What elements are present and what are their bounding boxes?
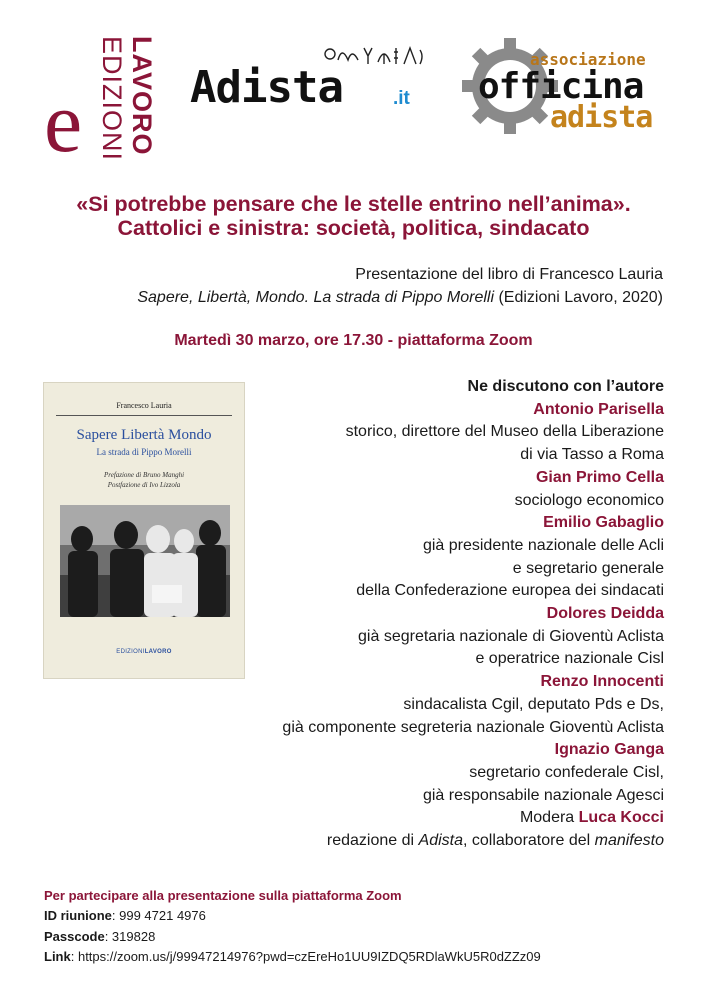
- publisher-note: (Edizioni Lavoro, 2020): [494, 289, 663, 306]
- speaker-name: Dolores Deidda: [546, 605, 664, 623]
- moderator-label: Modera: [519, 809, 579, 827]
- cover-publisher-a: EDIZIONI: [116, 649, 145, 655]
- edizioni-lavoro-line1: EDIZIONI: [97, 36, 127, 162]
- event-datetime: Martedì 30 marzo, ore 17.30 - piattaforma Zoom: [174, 332, 533, 349]
- book-reference: [137, 289, 663, 307]
- speaker-role: già segretaria nazionale di Gioventù Aclista: [358, 627, 664, 645]
- moderator-role-a: redazione di: [326, 832, 419, 850]
- zoom-passcode: [44, 927, 541, 947]
- cover-postface: Postfazione di Ivo Lizzola: [107, 481, 181, 489]
- cover-photo: [60, 505, 230, 617]
- moderator-line: [224, 807, 664, 830]
- speaker-role: sindacalista Cgil, deputato Pds e Ds,: [403, 695, 664, 713]
- officina-adista-logo: [460, 36, 670, 136]
- cover-publisher-b: LAVORO: [144, 649, 172, 655]
- speaker-name: Renzo Innocenti: [540, 673, 664, 691]
- adista-logo: [190, 40, 440, 120]
- zoom-link[interactable]: [44, 947, 541, 967]
- speaker-name: Gian Primo Cella: [535, 468, 664, 486]
- moderator-role-b: Adista: [418, 832, 463, 850]
- moderator-role-d: manifesto: [594, 832, 664, 850]
- officina-top-word: associazione: [530, 50, 646, 69]
- speaker-role: storico, direttore del Museo della Liberazione: [345, 423, 664, 441]
- cover-preface: Prefazione di Bruno Manghi: [103, 471, 185, 479]
- presentation-line: Presentazione del libro di Francesco Lauria: [355, 266, 663, 283]
- speaker-role: già presidente nazionale delle Acli: [422, 536, 664, 554]
- book-cover: [43, 382, 245, 679]
- speakers-list: [224, 376, 664, 853]
- speaker-name: Antonio Parisella: [533, 400, 664, 418]
- speaker-role: e segretario generale: [512, 559, 664, 577]
- edizioni-lavoro-e-letter: e: [44, 74, 83, 170]
- cover-subtitle: La strada di Pippo Morelli: [96, 447, 192, 457]
- officina-middle-word: officina: [478, 66, 644, 107]
- adista-tld: .it: [393, 88, 410, 109]
- speaker-role: già componente segreteria nazionale Gioventù Aclista: [282, 718, 664, 736]
- speaker-role: di via Tasso a Roma: [520, 446, 664, 464]
- speaker-role: e operatrice nazionale Cisl: [475, 650, 664, 668]
- officina-bottom-word: adista: [550, 100, 653, 135]
- cover-publisher: [44, 649, 244, 655]
- zoom-info: [44, 886, 541, 968]
- speakers-intro: Ne discutono con l’autore: [467, 378, 664, 395]
- cover-author: Francesco Lauria: [116, 401, 172, 410]
- speaker-role: già responsabile nazionale Agesci: [422, 786, 664, 804]
- cover-title: Sapere Libertà Mondo: [76, 427, 212, 443]
- moderator-name: Luca Kocci: [578, 809, 664, 827]
- moderator-role: [224, 830, 664, 853]
- edizioni-lavoro-logo: [40, 36, 157, 170]
- speaker-name: Ignazio Ganga: [554, 741, 664, 759]
- headline-line-1: «Si potrebbe pensare che le stelle entrino nell’anima».: [76, 192, 631, 216]
- speaker-role: sociologo economico: [514, 491, 664, 509]
- zoom-id-value: : 999 4721 4976: [111, 908, 206, 924]
- headline-line-2: Cattolici e sinistra: società, politica, sindacato: [117, 216, 590, 240]
- zoom-link-label: Link: [44, 949, 71, 965]
- zoom-pass-value: : 319828: [104, 928, 156, 944]
- book-title: Sapere, Libertà, Mondo. La strada di Pippo Morelli: [137, 289, 495, 306]
- speaker-name: Emilio Gabaglio: [543, 514, 664, 532]
- zoom-link-url[interactable]: : https://zoom.us/j/99947214976?pwd=czEreHo1UU9IZDQ5RDlaWkU5R0dZZz09: [70, 949, 541, 965]
- edizioni-lavoro-line2: LAVORO: [127, 36, 157, 156]
- zoom-id-label: ID riunione: [44, 908, 112, 924]
- moderator-role-c: , collaboratore del: [462, 832, 595, 850]
- adista-wordmark: Adista: [190, 62, 343, 113]
- zoom-pass-label: Passcode: [44, 928, 105, 944]
- zoom-meeting-id: [44, 906, 541, 926]
- speaker-role: segretario confederale Cisl,: [469, 763, 664, 781]
- speaker-role: della Confederazione europea dei sindacati: [356, 582, 664, 600]
- cover-divider: [56, 415, 232, 416]
- zoom-heading: Per partecipare alla presentazione sulla piattaforma Zoom: [44, 888, 402, 903]
